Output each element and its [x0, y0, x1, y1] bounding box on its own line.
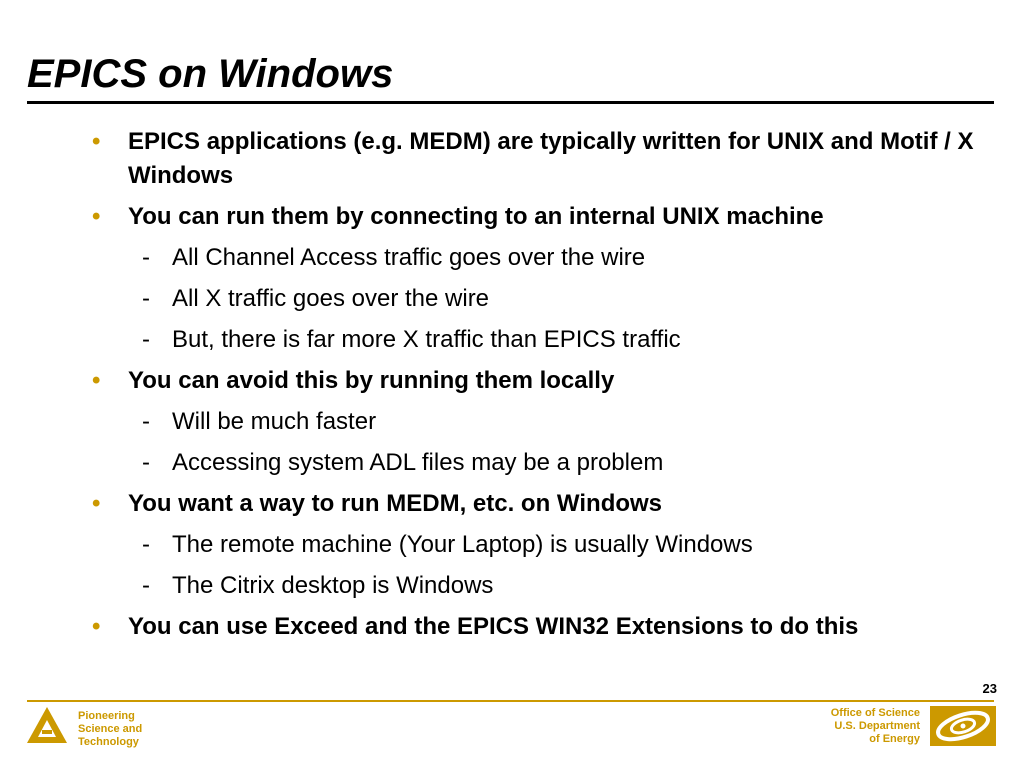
bullet-item: [92, 487, 978, 521]
dash-icon: -: [142, 572, 150, 599]
sub-bullet-text: The remote machine (Your Laptop) is usually Windows: [172, 531, 753, 558]
bullet-text: EPICS applications (e.g. MEDM) are typically written for UNIX and Motif / X Windows: [128, 128, 974, 189]
bullet-dot-icon: •: [92, 128, 101, 155]
footer-left-line: Technology: [78, 736, 139, 748]
footer-right-text: [831, 707, 920, 746]
bullet-item: [92, 364, 978, 398]
dash-icon: -: [142, 326, 150, 353]
bullet-dot-icon: •: [92, 490, 101, 517]
sub-bullet-item: [142, 323, 972, 357]
sub-bullet-item: [142, 405, 972, 439]
sub-bullet-text: But, there is far more X traffic than EPICS traffic: [172, 326, 681, 353]
bullet-text: You can run them by connecting to an internal UNIX machine: [128, 203, 824, 230]
dash-icon: -: [142, 408, 150, 435]
slide-title: EPICS on Windows: [27, 52, 394, 96]
bullet-text: You want a way to run MEDM, etc. on Windows: [128, 490, 663, 517]
bullet-item: [92, 125, 978, 193]
footer-left-line: Science and: [78, 723, 143, 735]
sub-bullet-text: Accessing system ADL files may be a problem: [172, 449, 664, 476]
sub-bullet-item: [142, 446, 972, 480]
bullet-item: [92, 200, 978, 234]
bullet-dot-icon: •: [92, 613, 101, 640]
page-number: 23: [982, 681, 997, 696]
sub-bullet-item: [142, 241, 972, 275]
sub-bullet-text: All Channel Access traffic goes over the wire: [172, 244, 646, 271]
doe-office-of-science-logo-icon: [930, 706, 996, 746]
sub-bullet-text: The Citrix desktop is Windows: [172, 572, 494, 599]
dash-icon: -: [142, 531, 150, 558]
dash-icon: -: [142, 244, 150, 271]
sub-bullet-text: Will be much faster: [172, 408, 377, 435]
bullet-text: You can avoid this by running them locally: [128, 367, 615, 394]
argonne-logo-icon: [26, 706, 68, 744]
footer-left-text: [78, 710, 142, 749]
bullet-dot-icon: •: [92, 203, 101, 230]
footer-right-line: U.S. Department: [834, 720, 920, 732]
sub-bullet-item: [142, 282, 972, 316]
dash-icon: -: [142, 285, 150, 312]
footer-right-line: of Energy: [869, 733, 920, 745]
title-divider: [27, 101, 994, 104]
bullet-item: [92, 610, 978, 644]
footer-left-line: Pioneering: [78, 710, 135, 722]
sub-bullet-item: [142, 569, 972, 603]
footer-divider: [27, 700, 994, 702]
sub-bullet-item: [142, 528, 972, 562]
bullet-text: You can use Exceed and the EPICS WIN32 Extensions to do this: [128, 613, 859, 640]
footer-right-line: Office of Science: [830, 707, 920, 719]
bullet-dot-icon: •: [92, 367, 101, 394]
dash-icon: -: [142, 449, 150, 476]
sub-bullet-text: All X traffic goes over the wire: [172, 285, 490, 312]
